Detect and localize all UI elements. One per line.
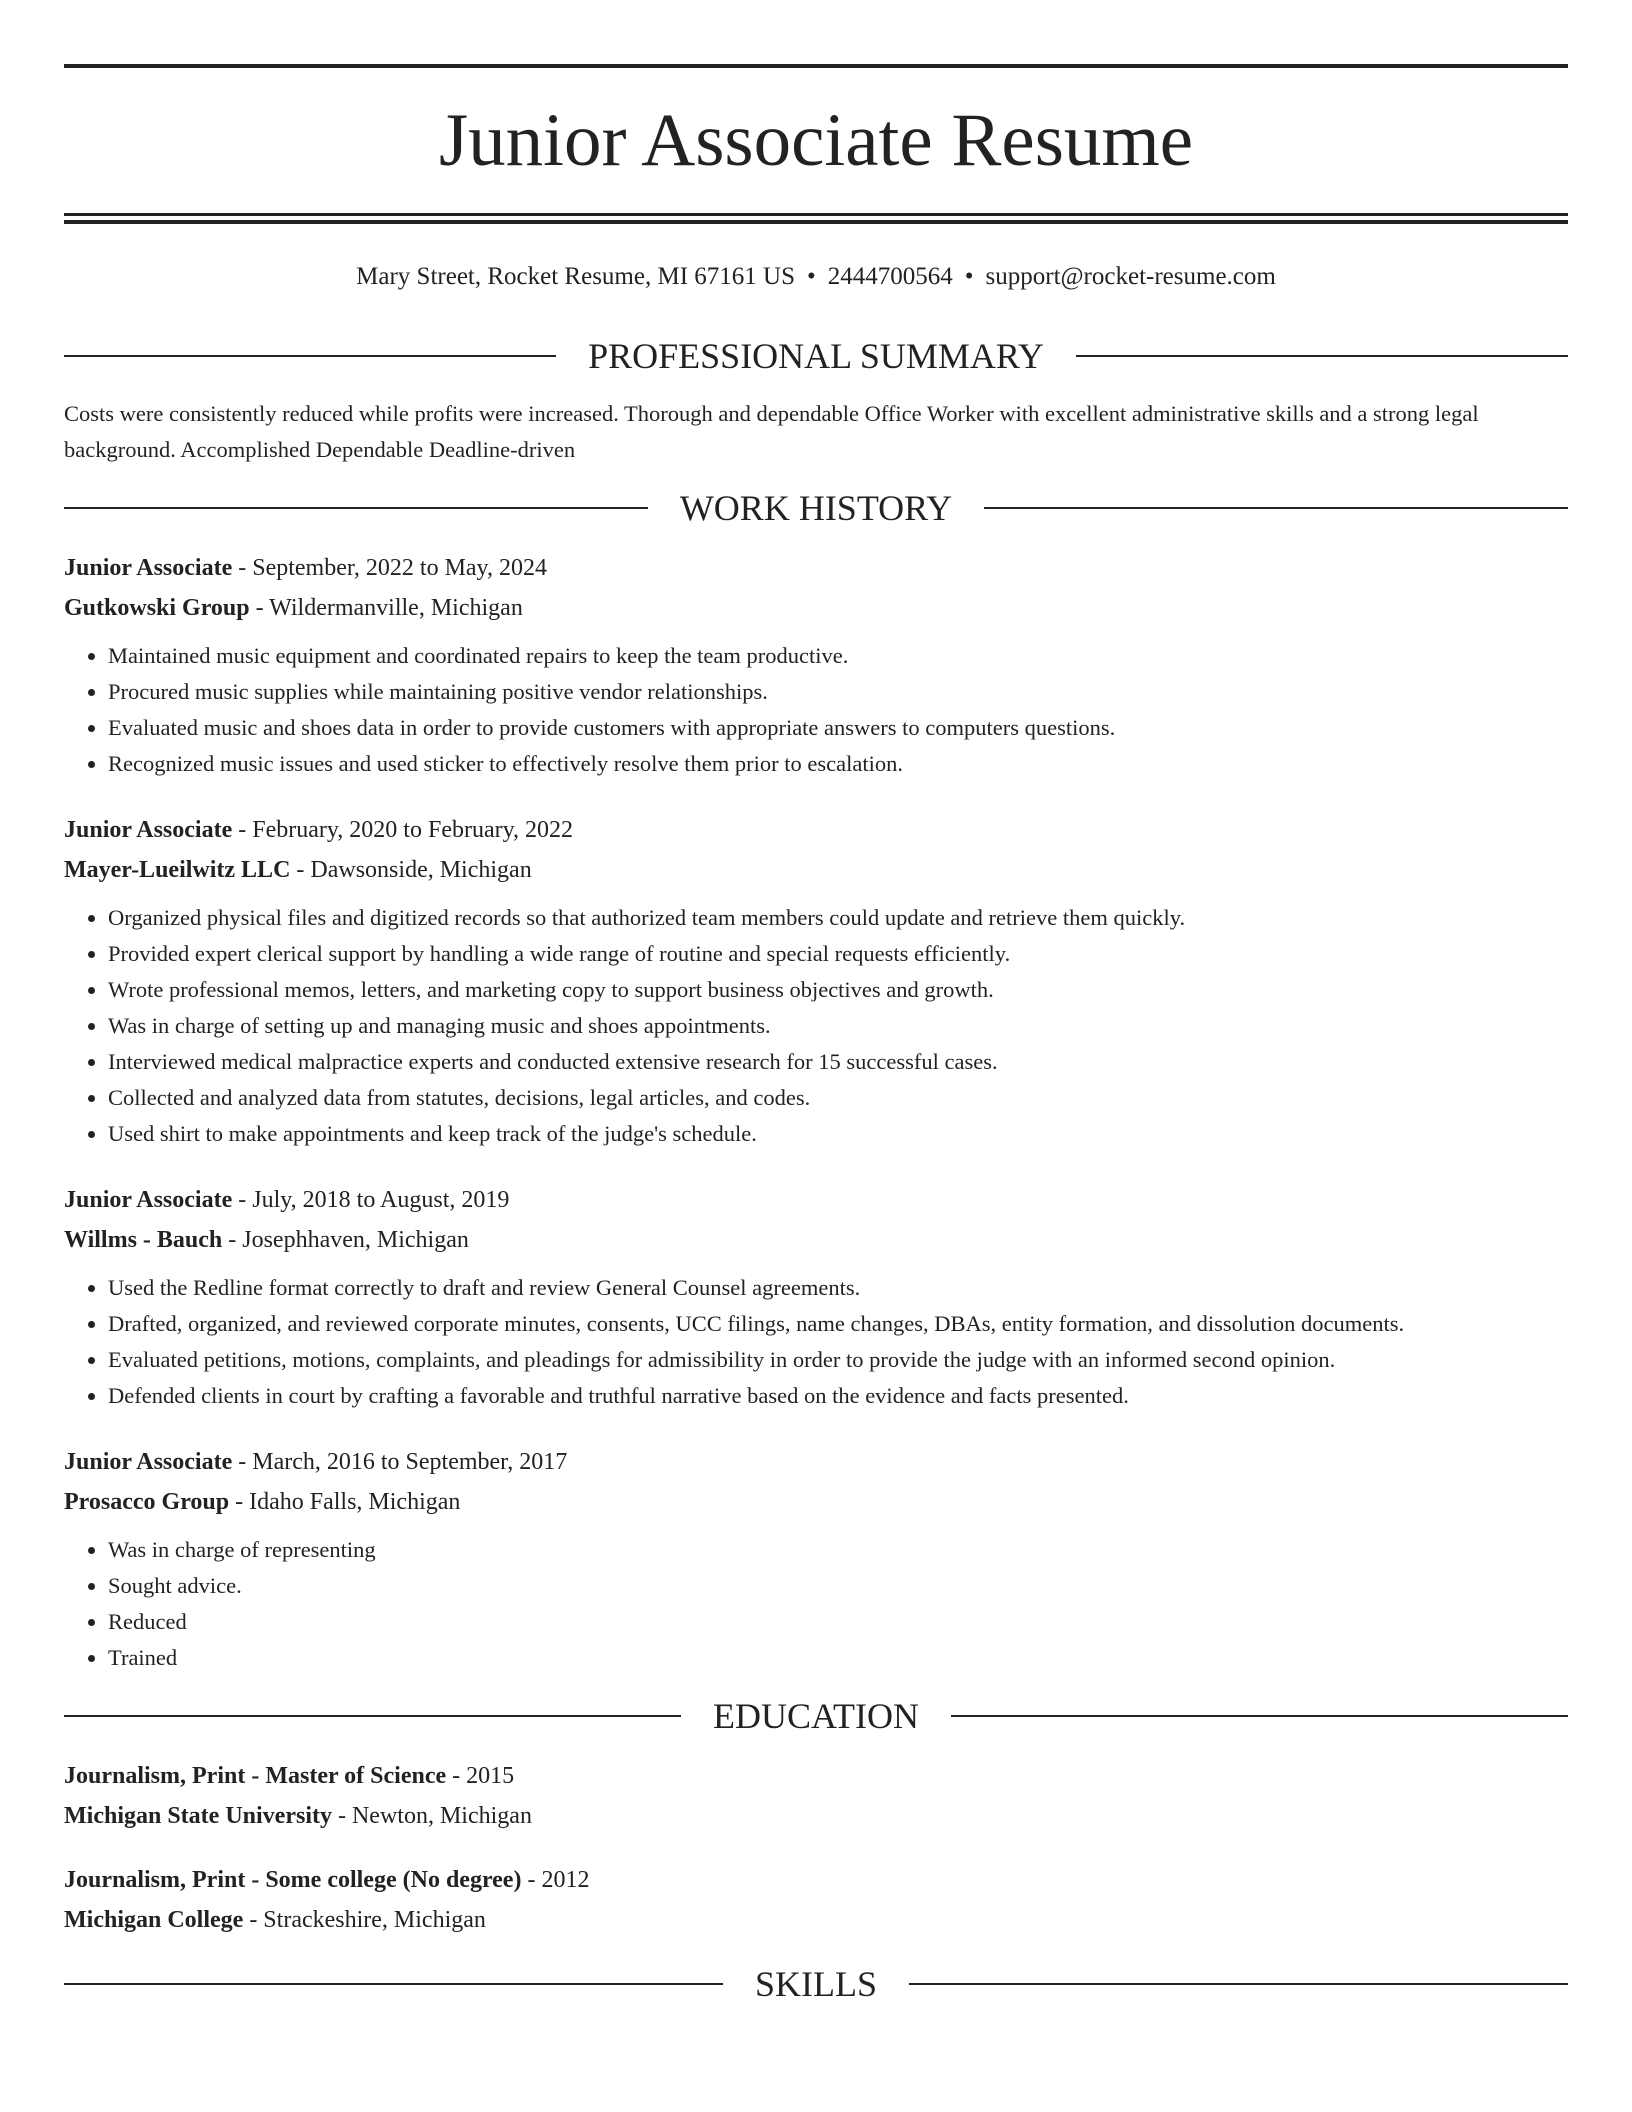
heading-rule-right: [951, 1715, 1568, 1717]
job-location: - Dawsonside, Michigan: [296, 857, 532, 883]
heading-rule-left: [64, 507, 648, 509]
job-title: Junior Associate: [64, 555, 233, 581]
job-bullet: • Collected and analyzed data from statutes, decisions, legal articles, and codes.: [108, 1080, 1568, 1116]
job-title: Junior Associate: [64, 1187, 233, 1213]
job-bullet: • Sought advice.: [108, 1568, 1568, 1604]
title-double-rule: [64, 213, 1568, 224]
contact-line: [64, 262, 1568, 292]
school: Michigan State University: [64, 1803, 332, 1829]
resume-page: [64, 64, 1568, 2006]
contact-address: Mary Street, Rocket Resume, MI 67161 US: [356, 263, 795, 290]
section-title: SKILLS: [755, 1964, 878, 2004]
heading-rule-right: [1076, 355, 1568, 357]
job-title-line: [64, 1180, 1568, 1220]
job-bullet: • Evaluated petitions, motions, complaints, and pleadings for admissibility in order to provide the judge with an informed second opinion.: [108, 1342, 1568, 1378]
heading-rule-right: [909, 1983, 1568, 1985]
job-location: - Idaho Falls, Michigan: [235, 1489, 461, 1515]
heading-rule-left: [64, 1983, 723, 1985]
degree: Journalism, Print - Some college (No degree): [64, 1867, 522, 1893]
job-title-line: [64, 810, 1568, 850]
job-bullet: • Was in charge of setting up and managing music and shoes appointments.: [108, 1008, 1568, 1044]
degree-year: - 2015: [452, 1763, 515, 1789]
summary-text: Costs were consistently reduced while profits were increased. Thorough and dependable Office Worker with excellent administrative skills and a strong legal background. Accomplished Dependable Deadline-driven: [64, 401, 1479, 462]
contact-phone: 2444700564: [827, 263, 953, 290]
contact-separator: •: [807, 263, 816, 290]
work-entry: [64, 548, 1568, 782]
work-entry: [64, 1180, 1568, 1414]
section-title: PROFESSIONAL SUMMARY: [588, 336, 1044, 376]
top-rule: [64, 64, 1568, 68]
job-bullet: • Maintained music equipment and coordinated repairs to keep the team productive.: [108, 638, 1568, 674]
job-company-line: [64, 1482, 1568, 1522]
job-bullet: • Reduced: [108, 1604, 1568, 1640]
section-title: WORK HISTORY: [679, 488, 953, 528]
job-company: Mayer-Lueilwitz LLC: [64, 857, 291, 883]
job-bullets: [64, 638, 1568, 782]
school-location: - Newton, Michigan: [337, 1803, 532, 1829]
work-entry: [64, 810, 1568, 1152]
resume-title: Junior Associate Resume: [438, 99, 1194, 182]
heading-rule-left: [64, 355, 556, 357]
job-company: Prosacco Group: [64, 1489, 230, 1515]
job-title: Junior Associate: [64, 1449, 233, 1475]
job-bullet: • Defended clients in court by crafting a favorable and truthful narrative based on the evidence and facts presented.: [108, 1378, 1568, 1414]
job-company-line: [64, 850, 1568, 890]
job-bullet: • Interviewed medical malpractice experts and conducted extensive research for 15 successful cases.: [108, 1044, 1568, 1080]
job-company-line: [64, 588, 1568, 628]
job-bullet: • Evaluated music and shoes data in order to provide customers with appropriate answers to computers questions.: [108, 710, 1568, 746]
school: Michigan College: [64, 1907, 244, 1933]
job-bullet: • Procured music supplies while maintaining positive vendor relationships.: [108, 674, 1568, 710]
degree-line: [64, 1860, 1568, 1900]
school-location: - Strackeshire, Michigan: [249, 1907, 486, 1933]
section-title: EDUCATION: [713, 1696, 919, 1736]
job-title-line: [64, 1442, 1568, 1482]
education-entry: [64, 1756, 1568, 1836]
heading-rule-left: [64, 1715, 681, 1717]
job-bullet: • Provided expert clerical support by handling a wide range of routine and special requests efficiently.: [108, 936, 1568, 972]
job-bullet: • Organized physical files and digitized records so that authorized team members could update and retrieve them quickly.: [108, 900, 1568, 936]
job-company-line: [64, 1220, 1568, 1260]
job-company: Gutkowski Group: [64, 595, 250, 621]
job-bullet: • Was in charge of representing: [108, 1532, 1568, 1568]
job-title: Junior Associate: [64, 817, 233, 843]
work-entry: [64, 1442, 1568, 1676]
job-title-line: [64, 548, 1568, 588]
job-bullet: • Trained: [108, 1640, 1568, 1676]
school-line: [64, 1796, 1568, 1836]
degree-line: [64, 1756, 1568, 1796]
contact-email: support@rocket-resume.com: [985, 263, 1276, 290]
work-history-list: [64, 548, 1568, 1676]
skills-section-heading: [64, 1962, 1568, 2006]
degree-year: - 2012: [527, 1867, 590, 1893]
job-dates: - February, 2020 to February, 2022: [238, 817, 574, 843]
job-dates: - March, 2016 to September, 2017: [238, 1449, 568, 1475]
job-dates: - September, 2022 to May, 2024: [238, 555, 547, 581]
job-dates: - July, 2018 to August, 2019: [238, 1187, 510, 1213]
job-bullet: • Recognized music issues and used sticker to effectively resolve them prior to escalation.: [108, 746, 1568, 782]
job-bullets: [64, 1532, 1568, 1676]
summary-section-heading: [64, 334, 1568, 378]
job-bullet: • Wrote professional memos, letters, and marketing copy to support business objectives and growth.: [108, 972, 1568, 1008]
job-location: - Josephhaven, Michigan: [228, 1227, 469, 1253]
job-bullets: [64, 1270, 1568, 1414]
education-section-heading: [64, 1694, 1568, 1738]
heading-rule-right: [984, 507, 1568, 509]
education-entry: [64, 1860, 1568, 1940]
job-location: - Wildermanville, Michigan: [255, 595, 523, 621]
school-line: [64, 1900, 1568, 1940]
degree: Journalism, Print - Master of Science: [64, 1763, 447, 1789]
contact-separator: •: [964, 263, 974, 290]
work-section-heading: [64, 486, 1568, 530]
job-bullet: • Used the Redline format correctly to draft and review General Counsel agreements.: [108, 1270, 1568, 1306]
job-company: Willms - Bauch: [64, 1227, 223, 1253]
education-list: [64, 1756, 1568, 1940]
job-bullet: • Used shirt to make appointments and keep track of the judge's schedule.: [108, 1116, 1568, 1152]
job-bullet: • Drafted, organized, and reviewed corporate minutes, consents, UCC filings, name changes, DBAs, entity formation, and dissolution documents.: [108, 1306, 1568, 1342]
job-bullets: [64, 900, 1568, 1152]
